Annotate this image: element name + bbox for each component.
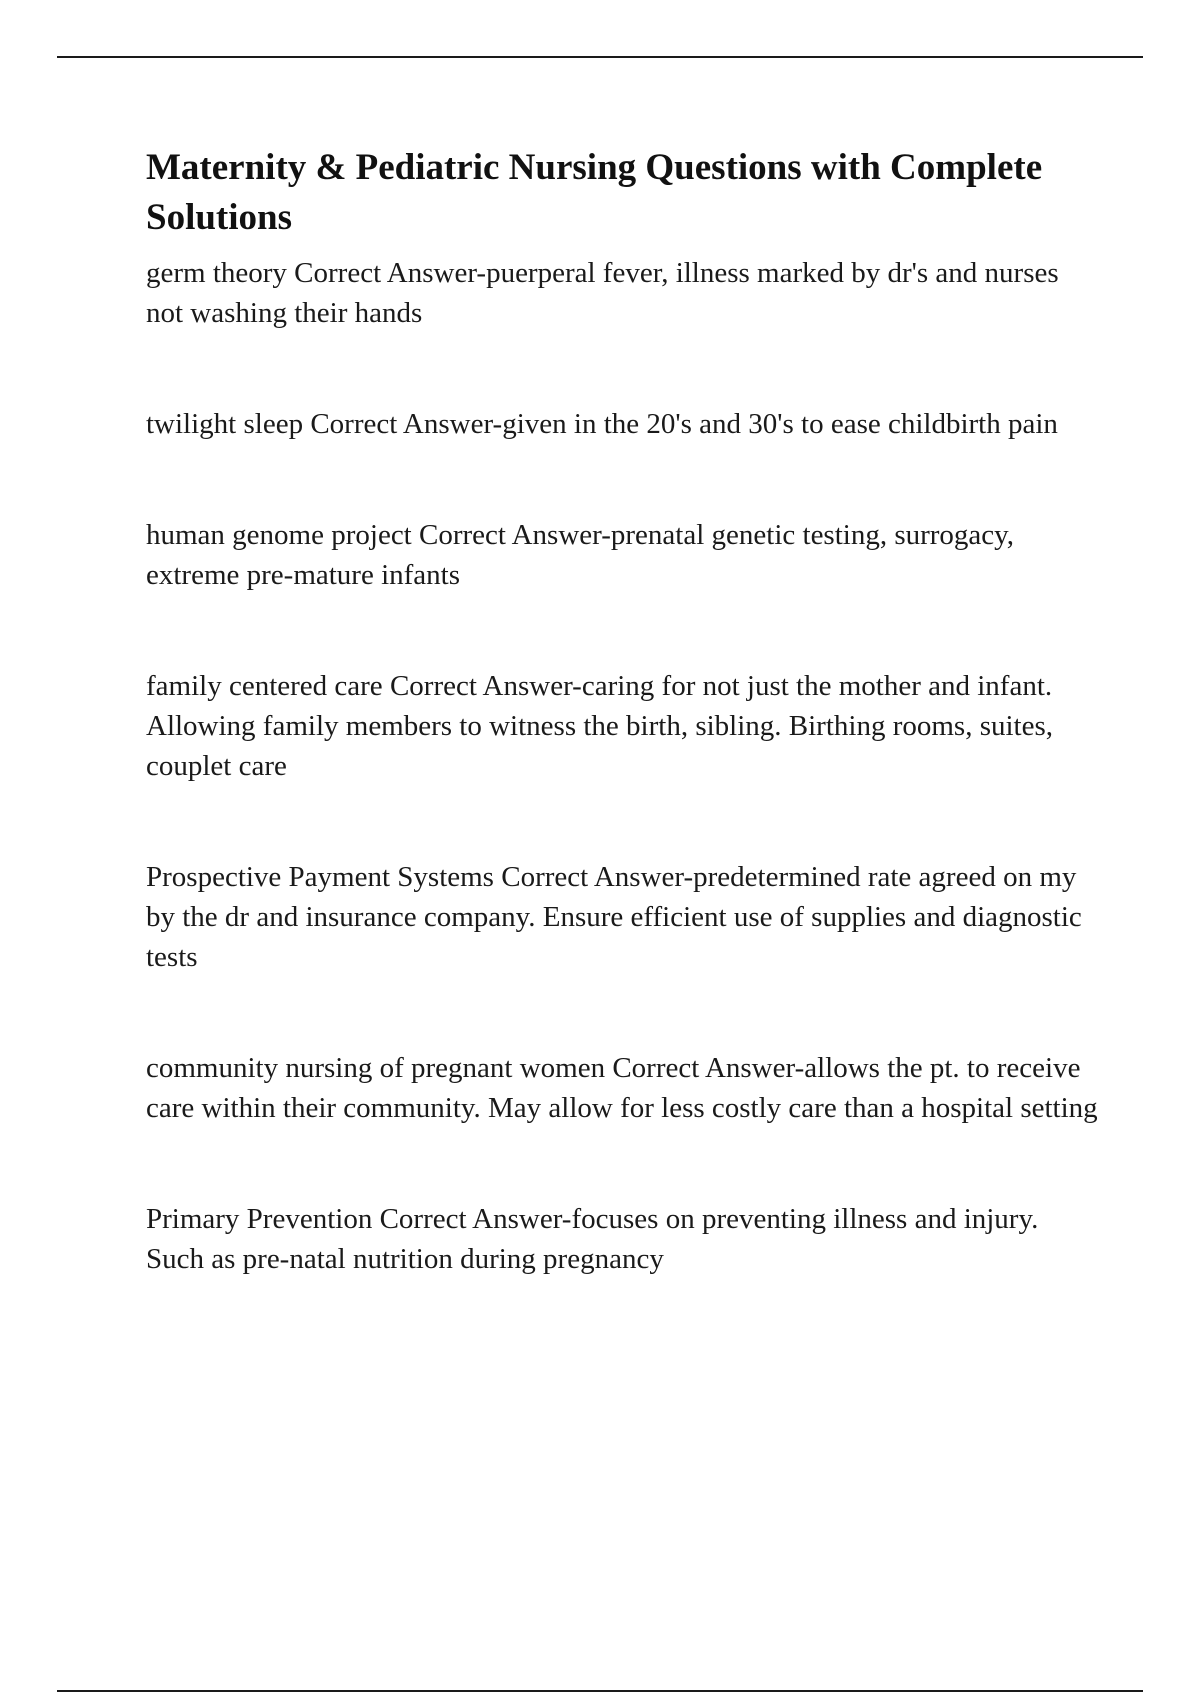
qa-item-community-nursing — [146, 1048, 1101, 1128]
qa-item-human-genome-project — [146, 515, 1101, 595]
qa-answer: prenatal genetic testing, surrogacy, extreme pre-mature infants — [146, 519, 1015, 591]
qa-term: twilight sleep — [146, 408, 304, 440]
qa-answer-marker: Correct Answer- — [612, 1052, 805, 1084]
qa-answer: caring for not just the mother and infant. Allowing family members to witness the birth, sibling. Birthing rooms, suites, couplet care — [146, 670, 1054, 782]
qa-answer: puerperal fever, illness marked by dr's and nurses not washing their hands — [146, 257, 1059, 329]
qa-answer-marker: Correct Answer- — [501, 861, 694, 893]
qa-item-germ-theory — [146, 253, 1101, 333]
qa-item-prospective-payment-systems — [146, 857, 1101, 977]
header-rule — [57, 56, 1143, 58]
qa-item-primary-prevention — [146, 1199, 1101, 1279]
page-title: Maternity & Pediatric Nursing Questions with Complete Solutions — [146, 147, 1043, 238]
qa-answer-marker: Correct Answer- — [379, 1203, 572, 1235]
document-body — [146, 143, 1101, 1350]
qa-answer: predetermined rate agreed on my by the dr and insurance company. Ensure efficient use of supplies and diagnostic tests — [146, 861, 1082, 973]
qa-answer: focuses on preventing illness and injury. Such as pre-natal nutrition during pregnancy — [146, 1203, 1039, 1275]
qa-answer-marker: Correct Answer- — [389, 670, 582, 702]
qa-answer: allows the pt. to receive care within their community. May allow for less costly care than a hospital setting — [146, 1052, 1098, 1124]
qa-term: human genome project — [146, 519, 412, 551]
qa-list — [146, 253, 1101, 1279]
qa-term: Primary Prevention — [146, 1203, 373, 1235]
qa-term: family centered care — [146, 670, 383, 702]
qa-term: community nursing of pregnant women — [146, 1052, 606, 1084]
qa-answer-marker: Correct Answer- — [419, 519, 611, 551]
qa-item-twilight-sleep — [146, 404, 1101, 444]
qa-item-family-centered-care — [146, 666, 1101, 786]
qa-term: germ theory — [146, 257, 287, 289]
footer-rule — [57, 1690, 1143, 1692]
qa-term: Prospective Payment Systems — [146, 861, 494, 893]
qa-answer-marker: Correct Answer- — [310, 408, 503, 440]
qa-answer-marker: Correct Answer- — [294, 257, 487, 289]
qa-answer: given in the 20's and 30's to ease childbirth pain — [502, 408, 1058, 440]
